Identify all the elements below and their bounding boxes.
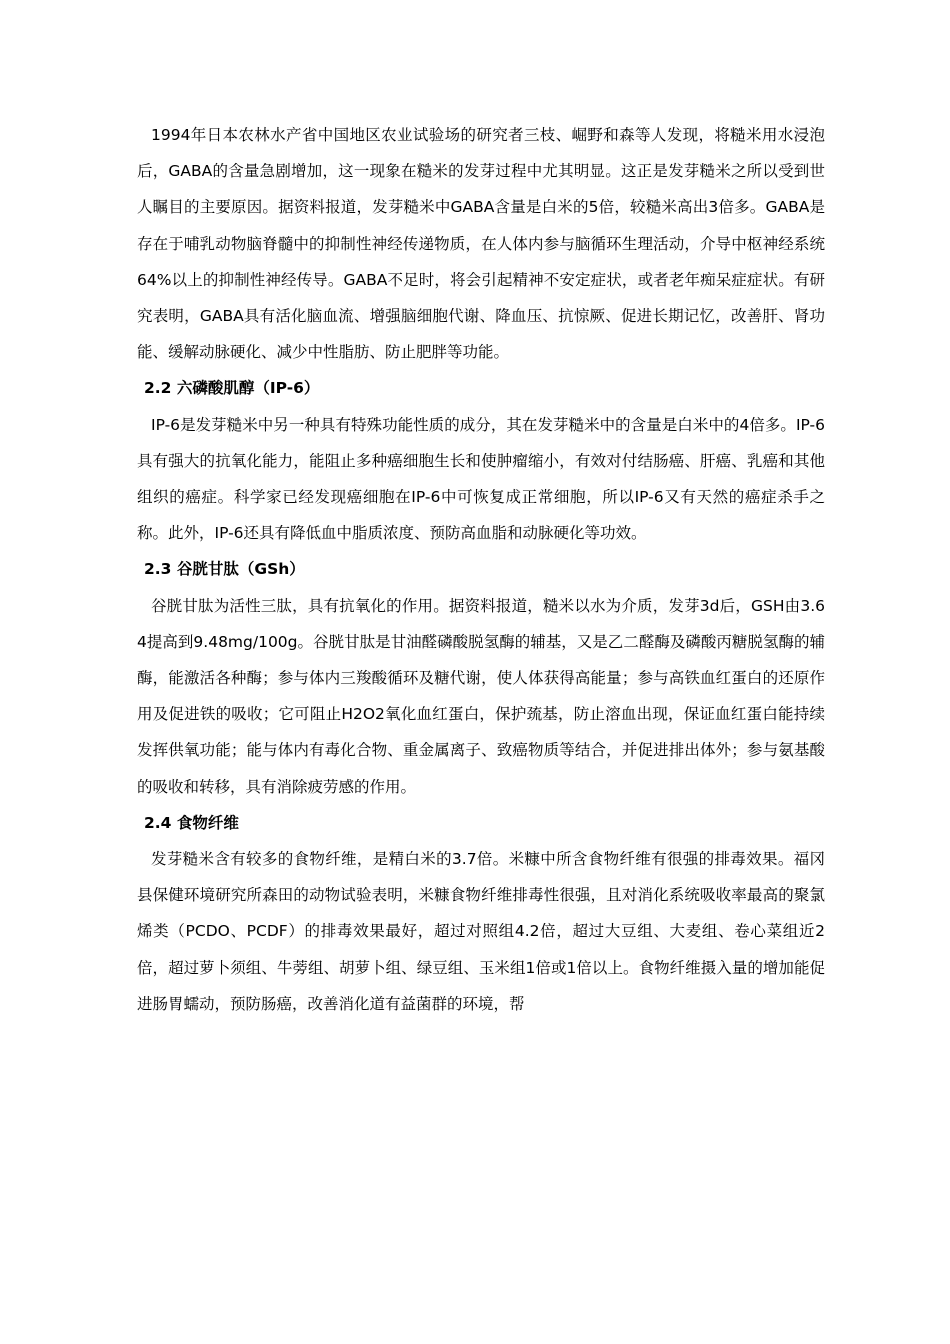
section-heading-ip6: 2.2 六磷酸肌醇（IP-6）	[144, 379, 320, 398]
paragraph-dietary-fiber: 发芽糙米含有较多的食物纤维，是精白米的3.7倍。米糠中所含食物纤维有很强的排毒效果。福冈县保健环境研究所森田的动物试验表明，米糠食物纤维排毒性很强，且对消化系统吸收率最高的聚氯烯类（PCDO、PCDF）的排毒效果最好，超过对照组4.2倍，超过大豆组、大麦组、卷心菜组近2倍，超过萝卜须组、牛蒡组、胡萝卜组、绿豆组、玉米组1倍或1倍以上。食物纤维摄入量的增加能促进肠胃蠕动，预防肠癌，改善消化道有益菌群的环境，帮	[137, 850, 825, 1013]
section-heading-dietary-fiber: 2.4 食物纤维	[144, 813, 239, 832]
paragraph-gsh: 谷胱甘肽为活性三肽，具有抗氧化的作用。据资料报道，糙米以水为介质，发芽3d后，GSH由3.64提高到9.48mg/100g。谷胱甘肽是甘油醛磷酸脱氢酶的辅基，又是乙二醛酶及磷酸丙糖脱氢酶的辅酶，能激活各种酶；参与体内三羧酸循环及糖代谢，使人体获得高能量；参与高铁血红蛋白的还原作用及促进铁的吸收；它可阻止H2O2氧化血红蛋白，保护巯基，防止溶血出现，保证血红蛋白能持续发挥供氧功能；能与体内有毒化合物、重金属离子、致癌物质等结合，并促进排出体外；参与氨基酸的吸收和转移，具有消除疲劳感的作用。	[137, 596, 825, 796]
section-heading-gsh: 2.3 谷胱甘肽（GSh）	[144, 560, 305, 579]
document-body	[137, 117, 825, 1022]
paragraph-ip6: IP-6是发芽糙米中另一种具有特殊功能性质的成分，其在发芽糙米中的含量是白米中的4倍多。IP-6具有强大的抗氧化能力，能阻止多种癌细胞生长和使肿瘤缩小，有效对付结肠癌、肝癌、乳癌和其他组织的癌症。科学家已经发现癌细胞在IP-6中可恢复成正常细胞，所以IP-6又有天然的癌症杀手之称。此外，IP-6还具有降低血中脂质浓度、预防高血脂和动脉硬化等功效。	[137, 415, 825, 543]
paragraph-gaba: 1994年日本农林水产省中国地区农业试验场的研究者三枝、崛野和森等人发现，将糙米用水浸泡后，GABA的含量急剧增加，这一现象在糙米的发芽过程中尤其明显。这正是发芽糙米之所以受到世人瞩目的主要原因。据资料报道，发芽糙米中GABA含量是白米的5倍，较糙米高出3倍多。GABA是存在于哺乳动物脑脊髓中的抑制性神经传递物质，在人体内参与脑循环生理活动，介导中枢神经系统64%以上的抑制性神经传导。GABA不足时，将会引起精神不安定症状，或者老年痴呆症症状。有研究表明，GABA具有活化脑血流、增强脑细胞代谢、降血压、抗惊厥、促进长期记忆，改善肝、肾功能、缓解动脉硬化、减少中性脂肪、防止肥胖等功能。	[137, 126, 825, 362]
